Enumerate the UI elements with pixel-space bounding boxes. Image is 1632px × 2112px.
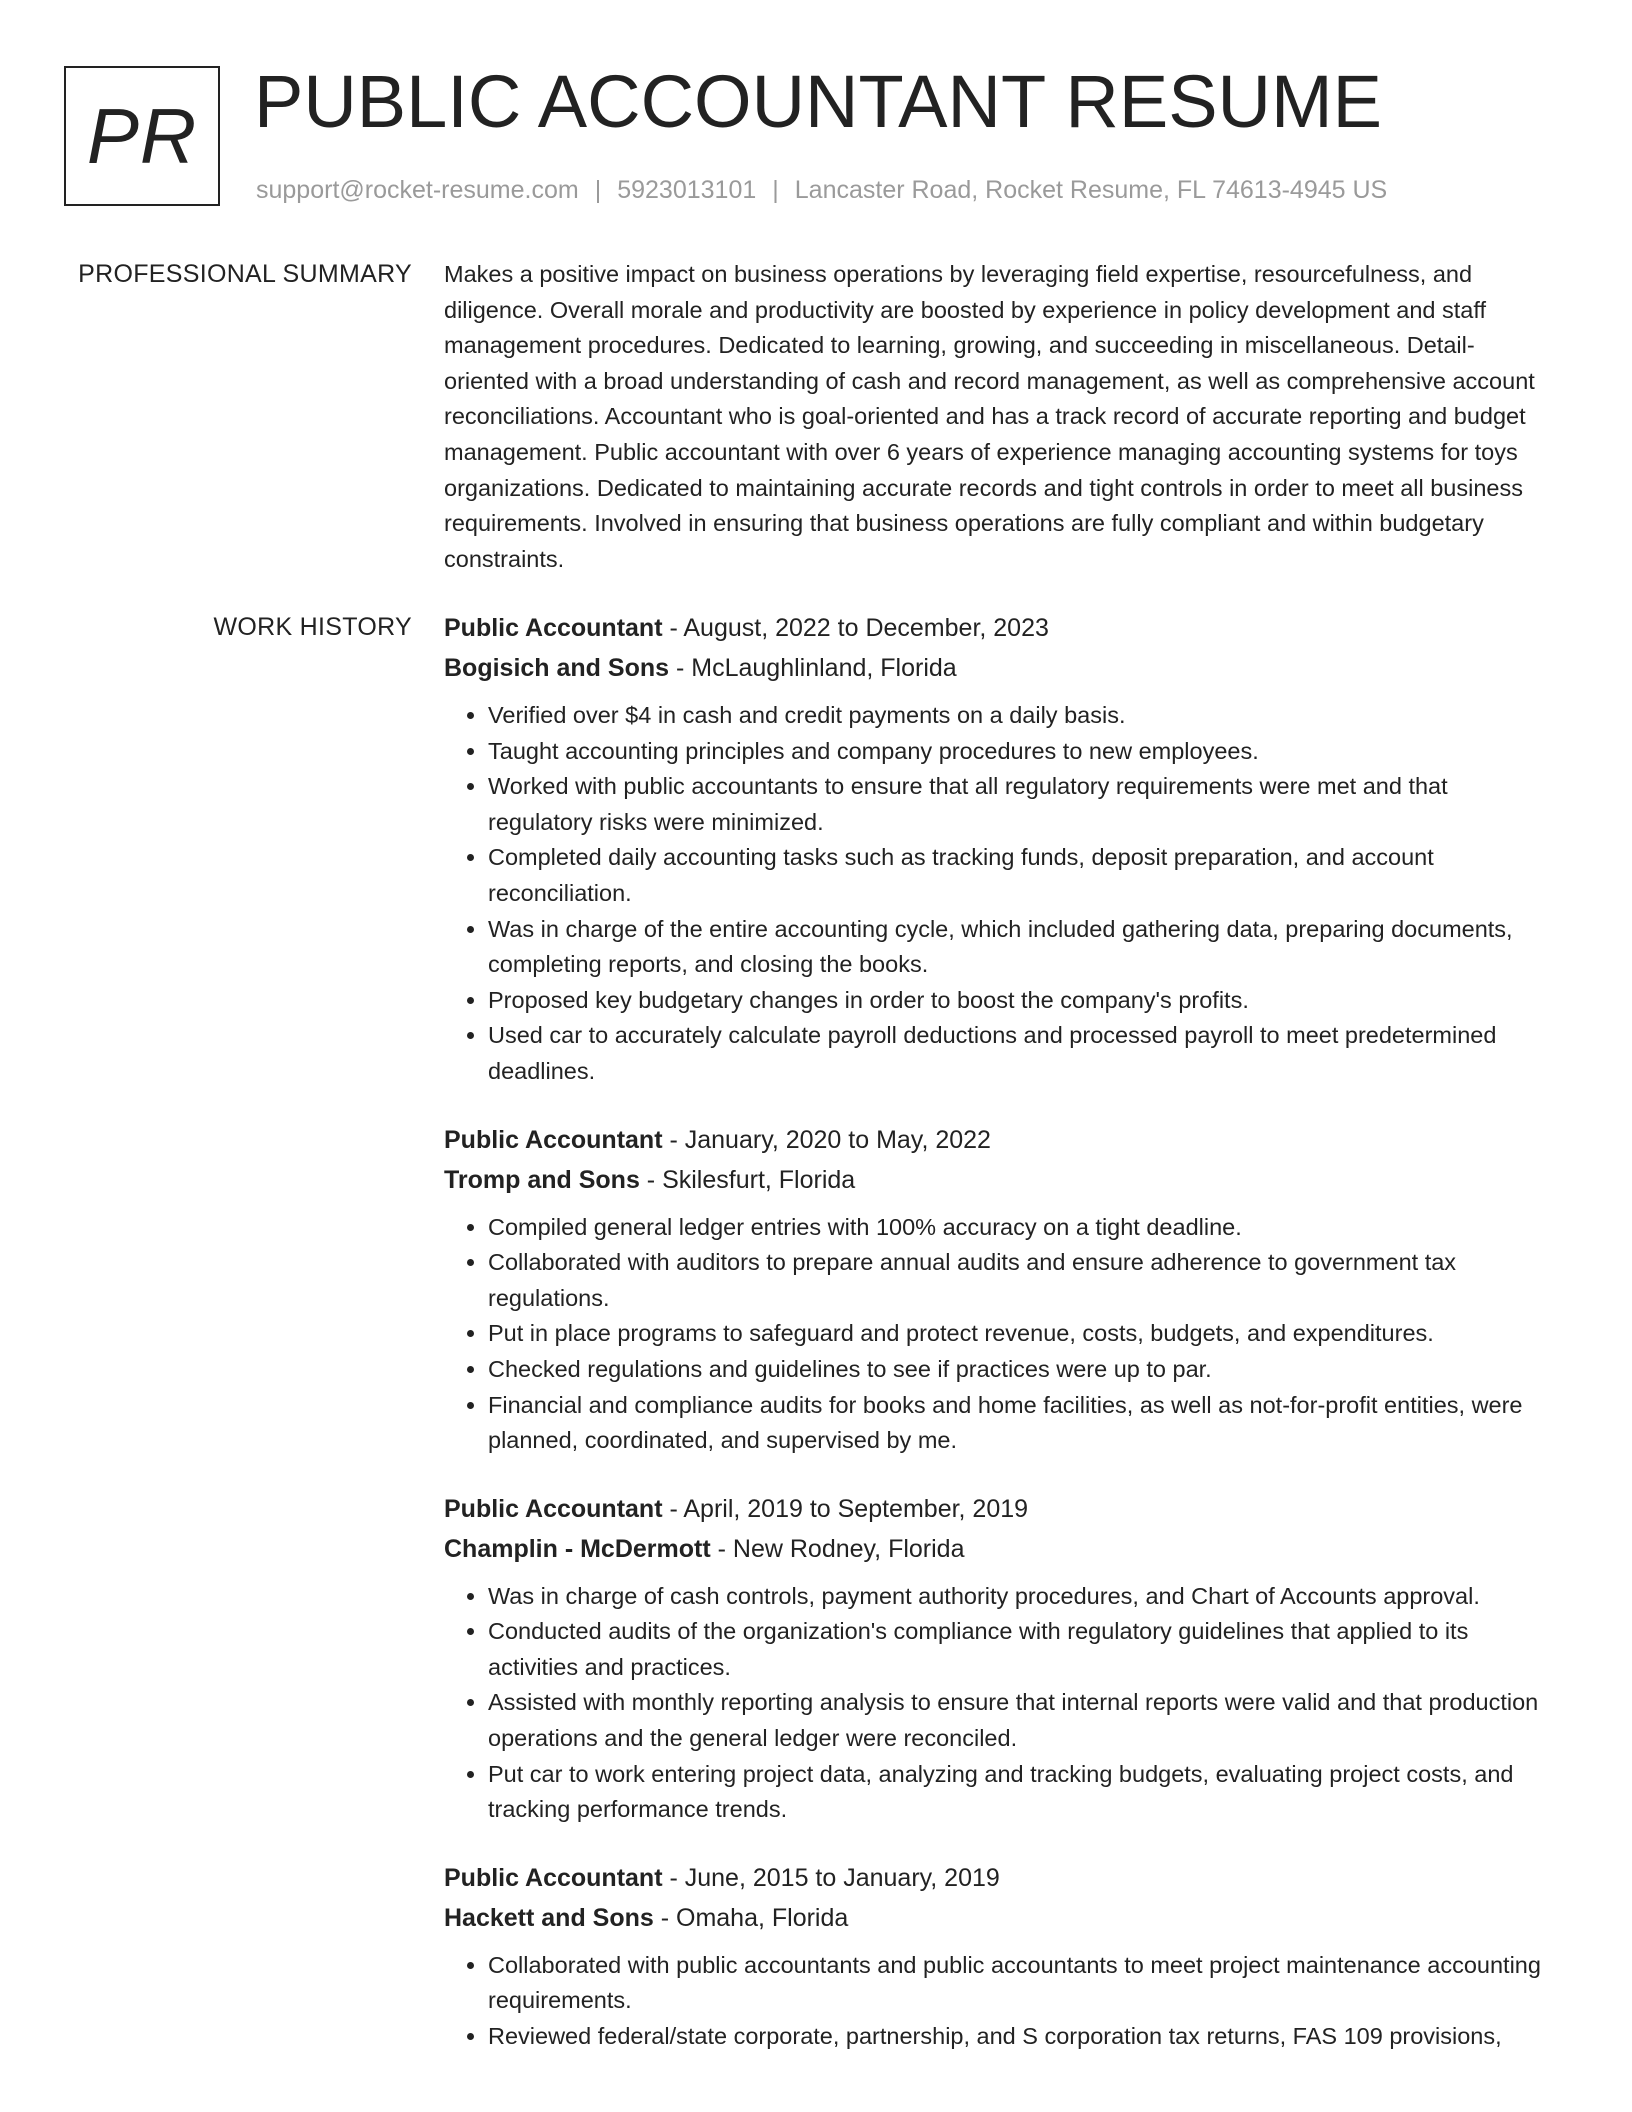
job-bullet: • Checked regulations and guidelines to see if practices were up to par. bbox=[488, 1352, 1556, 1388]
job-company: Bogisich and Sons bbox=[444, 654, 670, 682]
job-bullet: • Put in place programs to safeguard and protect revenue, costs, budgets, and expenditures. bbox=[488, 1316, 1556, 1352]
professional-summary bbox=[444, 257, 1556, 577]
section-label-professional-summary: PROFESSIONAL SUMMARY bbox=[78, 260, 412, 288]
job-company-line bbox=[444, 1898, 1556, 1938]
job-location: - Omaha, Florida bbox=[653, 1903, 849, 1932]
job-bullet: • Conducted audits of the organization's compliance with regulatory guidelines that applied to its activities and practices. bbox=[488, 1614, 1556, 1685]
job-title: Public Accountant bbox=[444, 1125, 663, 1154]
job-location: - McLaughlinland, Florida bbox=[669, 654, 957, 682]
job-title-line bbox=[444, 1858, 1556, 1898]
contact-address: Lancaster Road, Rocket Resume, FL 74613-4945 US bbox=[794, 176, 1388, 204]
section-label-work-history: WORK HISTORY bbox=[213, 613, 412, 641]
contact-separator: | bbox=[772, 176, 779, 204]
job-bullet: • Reviewed federal/state corporate, partnership, and S corporation tax returns, FAS 109 provisions, bbox=[488, 2019, 1556, 2055]
job-bullets bbox=[444, 698, 1556, 1090]
job-bullets bbox=[444, 1579, 1556, 1828]
job-bullet: • Assisted with monthly reporting analysis to ensure that internal reports were valid and that production operations and the general ledger were reconciled. bbox=[488, 1685, 1556, 1756]
job-bullet: • Taught accounting principles and company procedures to new employees. bbox=[488, 734, 1556, 770]
job-bullet: • Financial and compliance audits for books and home facilities, as well as not-for-profit entities, were planned, coordinated, and supervised by me. bbox=[488, 1388, 1556, 1459]
job-bullet: • Verified over $4 in cash and credit payments on a daily basis. bbox=[488, 698, 1556, 734]
job-dates: - April, 2019 to September, 2019 bbox=[662, 1494, 1029, 1523]
job-entry bbox=[444, 1858, 1556, 2055]
job-entry bbox=[444, 1120, 1556, 1459]
job-bullets bbox=[444, 1210, 1556, 1459]
job-bullets bbox=[444, 1948, 1556, 2055]
job-company: Champlin - McDermott bbox=[444, 1534, 711, 1563]
contact-email[interactable]: support@rocket-resume.com bbox=[256, 176, 579, 204]
job-dates: - August, 2022 to December, 2023 bbox=[662, 614, 1049, 642]
job-title-line bbox=[444, 608, 1556, 648]
job-bullet: • Completed daily accounting tasks such as tracking funds, deposit preparation, and account reconciliation. bbox=[488, 840, 1556, 911]
contact-phone[interactable]: 5923013101 bbox=[617, 176, 757, 204]
job-location: - New Rodney, Florida bbox=[710, 1534, 965, 1563]
summary-text: Makes a positive impact on business operations by leveraging field expertise, resourcefulness, and diligence. Overall morale and productivity are boosted by experience in policy development and staff management procedures. Dedicated to learning, growing, and succeeding in miscellaneous. Detail-oriented with a broad understanding of cash and record management, as well as comprehensive account reconciliations. Accountant who is goal-oriented and has a track record of accurate reporting and budget management. Public accountant with over 6 years of experience managing accounting systems for toys organizations. Dedicated to maintaining accurate records and tight controls in order to meet all business requirements. Involved in ensuring that business operations are fully compliant and within budgetary constraints. bbox=[444, 261, 1535, 572]
job-title: Public Accountant bbox=[444, 1863, 663, 1892]
job-bullet: • Worked with public accountants to ensure that all regulatory requirements were met and that regulatory risks were minimized. bbox=[488, 769, 1556, 840]
job-company: Hackett and Sons bbox=[444, 1903, 654, 1932]
contact-info bbox=[256, 174, 1387, 206]
job-bullet: • Was in charge of the entire accounting cycle, which included gathering data, preparing documents, completing reports, and closing the books. bbox=[488, 912, 1556, 983]
job-dates: - January, 2020 to May, 2022 bbox=[662, 1125, 991, 1154]
job-dates: - June, 2015 to January, 2019 bbox=[662, 1863, 1000, 1892]
monogram-logo: PR bbox=[64, 66, 220, 206]
job-bullet: • Used car to accurately calculate payroll deductions and processed payroll to meet predetermined deadlines. bbox=[488, 1018, 1556, 1089]
job-company: Tromp and Sons bbox=[444, 1165, 640, 1194]
job-title-line bbox=[444, 1120, 1556, 1160]
contact-separator: | bbox=[594, 176, 602, 204]
job-company-line bbox=[444, 1160, 1556, 1200]
job-bullet: • Collaborated with auditors to prepare annual audits and ensure adherence to government tax regulations. bbox=[488, 1245, 1556, 1316]
job-title-line bbox=[444, 1489, 1556, 1529]
job-bullet: • Proposed key budgetary changes in order to boost the company's profits. bbox=[488, 983, 1556, 1019]
job-bullet: • Was in charge of cash controls, payment authority procedures, and Chart of Accounts approval. bbox=[488, 1579, 1556, 1615]
job-company-line bbox=[444, 648, 1556, 688]
job-title: Public Accountant bbox=[444, 614, 663, 642]
job-title: Public Accountant bbox=[444, 1494, 663, 1523]
job-company-line bbox=[444, 1529, 1556, 1569]
job-entry bbox=[444, 608, 1556, 1090]
work-history bbox=[444, 608, 1556, 2085]
job-bullet: • Compiled general ledger entries with 100% accuracy on a tight deadline. bbox=[488, 1210, 1556, 1246]
resume-title: PUBLIC ACCOUNTANT RESUME bbox=[254, 60, 1382, 143]
job-bullet: • Collaborated with public accountants and public accountants to meet project maintenance accounting requirements. bbox=[488, 1948, 1556, 2019]
job-bullet: • Put car to work entering project data, analyzing and tracking budgets, evaluating project costs, and tracking performance trends. bbox=[488, 1757, 1556, 1828]
job-location: - Skilesfurt, Florida bbox=[639, 1165, 856, 1194]
job-entry bbox=[444, 1489, 1556, 1828]
